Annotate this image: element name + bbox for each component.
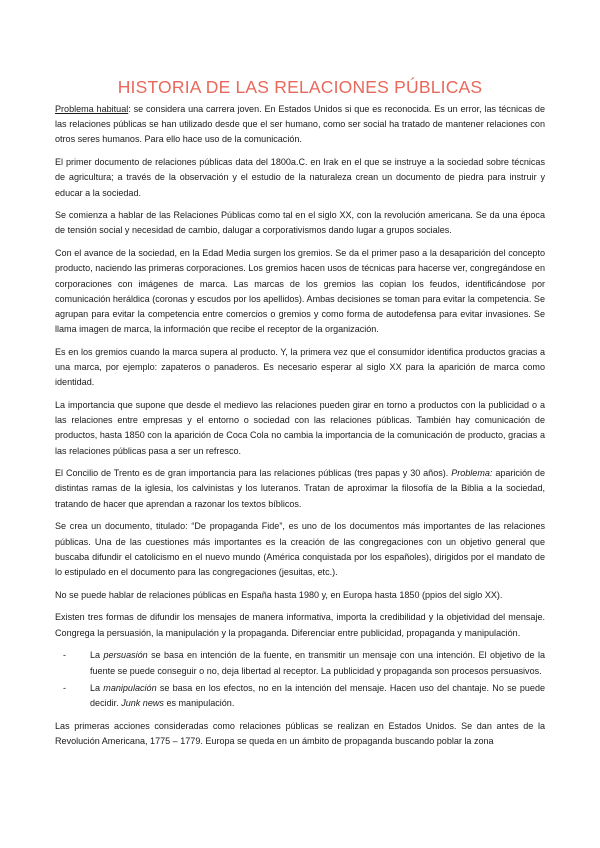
- paragraph-siglo-xx: Se comienza a hablar de las Relaciones Públicas como tal en el siglo XX, con la revolución americana. Se da una época de tensión social y necesidad de cambio, dalugar a corporativismos dando lugar a grupos sociales.: [55, 210, 545, 236]
- bullet-manipulacion: - La manipulación se basa en los efectos, no en la intención del mensaje. Hacen uso del chantaje. No se puede decidir. Junk news es manipulación.: [63, 682, 546, 708]
- paragraph-marca: Es en los gremios cuando la marca supera al producto. Y, la primera vez que el consumidor identifica productos gracias a una marca, por ejemplo: zapateros o panaderos. Es necesario esperar al siglo XX para la aparición de marca como identidad.: [55, 346, 545, 388]
- paragraph-propaganda-fide: Se crea un documento, titulado: “De propaganda Fide”, es uno de los documentos más importantes de las relaciones públicas. Una de las cuestiones más importantes es la creación de las congregaciones con un objetivo general que buscaba difundir el catolicismo en el nuevo mundo (América conquistada por los españoles), dirigidos por el mandato de lo estipulado en el documento para las congregaciones (jesuitas, etc.).: [55, 521, 545, 577]
- paragraph-gremios: Con el avance de la sociedad, en la Edad Media surgen los gremios. Se da el primer paso a la desaparición del concepto producto, naciendo las primeras corporaciones. Los gremios hacen usos de técnicas para hacerse ver, congregándose en corporaciones con imágenes de marca. Las marcas de los gremios las copian los feudos, identificándose por comunicación heráldica (coronas y escudos por los apellidos). Ambas decisiones se toman para evitar la competencia. Se agrupan para evitar la competencia entre comercios o gremios y como forma de autodefensa para evitar invasiones. Se llama imagen de marca, la información que recibe el receptor de la organización.: [55, 248, 545, 335]
- problema-habitual-label: Problema habitual: [55, 104, 129, 114]
- bullet-dash: -: [63, 682, 67, 693]
- paragraph-espana-europa: No se puede hablar de relaciones públicas en España hasta 1980 y, en Europa hasta 1850 (ppios del siglo XX).: [55, 589, 503, 600]
- paragraph-primer-documento: El primer documento de relaciones públicas data del 1800a.C. en Irak en el que se instruye a la sociedad sobre técnicas de agricultura; a través de la observación y el estudio de la naturaleza crean un documento de piedra para instruir y educar a la sociedad.: [55, 157, 545, 198]
- bullet-persuasion: - La persuasión se basa en intención de la fuente, en transmitir un mensaje con una intención. El objetivo de la fuente se puede conseguir o no, deja libertad al receptor. La publicidad y propaganda son procesos persuasivos.: [63, 650, 546, 676]
- document-title: HISTORIA DE LAS RELACIONES PÚBLICAS: [117, 77, 483, 97]
- paragraph-concilio-trento: [55, 466, 545, 512]
- paragraph-text: : se considera una carrera joven. En Estados Unidos si que es reconocida. Es un error, las técnicas de las relaciones públicas se han utilizado desde que el ser humano, como ser social ha tratado de mantener relaciones con otros seres humanos. Para ello hace uso de la comunicación.: [55, 104, 545, 145]
- paragraph-importancia: La importancia que supone que desde el medievo las relaciones pueden girar en torno a productos con la publicidad o a las relaciones entre empresas y el entorno o sociedad con las relaciones públicas. También hay comunicación de productos, hasta 1850 con la aparición de Coca Cola no cambia la importancia de la comunicación de producto, gracias a las relaciones públicas pasa a ser un refresco.: [55, 399, 545, 456]
- persuasion-term: persuasión: [103, 650, 148, 661]
- paragraph-primeras-acciones: Las primeras acciones consideradas como relaciones públicas se realizan en Estados Unidos. Se dan antes de la Revolución Americana, 1775 – 1779. Europa se queda en un ámbito de propaganda buscando poblar la zona: [55, 720, 545, 746]
- bullet-dash: -: [63, 650, 67, 661]
- bullet-list: [55, 648, 545, 711]
- paragraph-text: aparición de distintas ramas de la iglesia, los calvinistas y los luteranos. Tratan de aproximar la filosofía de la Biblia a la sociedad, tratando de hacer que aprendan a razonar los textos bíblicos.: [55, 468, 545, 509]
- junk-news-term: Junk news: [121, 697, 164, 708]
- paragraph-problema-habitual: [55, 102, 545, 148]
- problema-label: Problema:: [451, 468, 493, 479]
- manipulacion-term: manipulación: [103, 682, 157, 693]
- document-body: [55, 102, 545, 749]
- paragraph-text: El Concilio de Trento es de gran importancia para las relaciones públicas (tres papas y 30 años).: [55, 468, 452, 479]
- paragraph-formas-difundir: Existen tres formas de difundir los mensajes de manera informativa, importa la credibilidad y la objetividad del mensaje. Congrega la persuasión, la manipulación y la propaganda. Diferenciar entre publicidad, propaganda y manipulación.: [55, 612, 545, 638]
